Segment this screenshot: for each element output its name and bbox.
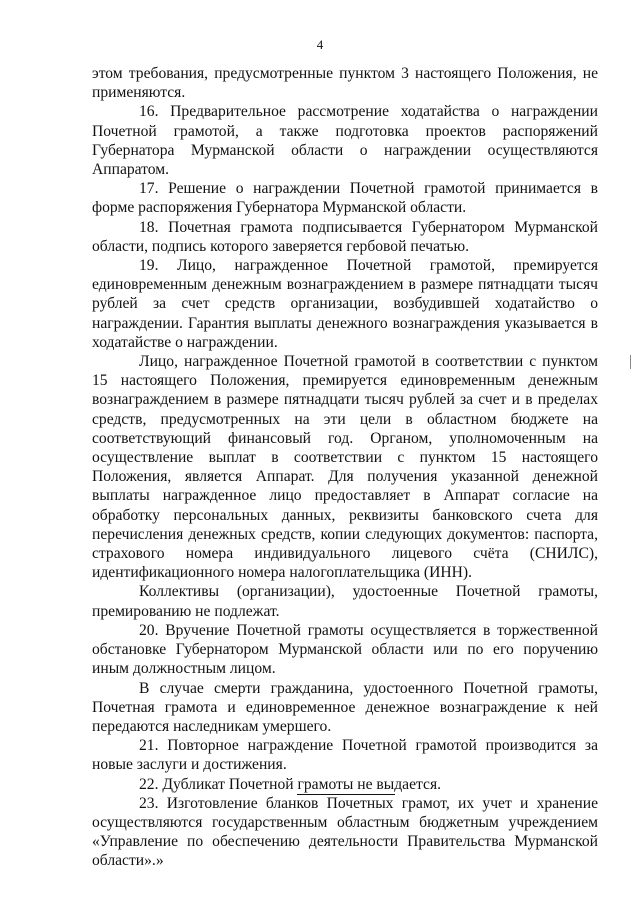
paragraph-16: 16. Предварительное рассмотрение ходатайства о награждении Почетной грамотой, а также подготовка проектов распоряжений Губернатора Мурманской области о награждении осуществляются Аппаратом.: [92, 103, 598, 179]
paragraph-22: 22. Дубликат Почетной грамоты не выдается.: [139, 775, 442, 793]
paragraph-20: 20. Вручение Почетной грамоты осуществляется в торжественной обстановке Губернатором Мурманской области или по его поручению иным должностным лицом.: [92, 621, 598, 678]
paragraph-23: 23. Изготовление бланков Почетных грамот, их учет и хранение осуществляются государственным областным бюджетным учреждением «Управление по обеспечению деятельности Правительства Мурманской области».»: [92, 794, 598, 870]
paragraph-21: 21. Повторное награждение Почетной грамотой производится за новые заслуги и достижения.: [92, 737, 598, 774]
paragraph-19-part-2: Лицо, награжденное Почетной грамотой в соответствии с пунктом 15 настоящего Положения, премируется единовременным денежным вознаграждением в размере пятнадцати тысяч рублей за счет и в пределах средств, предусмотренных на эти цели в областном бюджете на соответствующий финансовый год. Органом, уполномоченным на осуществление выплат в соответствии с пунктом 15 настоящего Положения, является Аппарат. Для получения указанной денежной выплаты награжденное лицо предоставляет в Аппарат согласие на обработку персональных данных, реквизиты банковского счета для перечисления денежных средств, копии следующих документов: паспорта, страхового номера индивидуального лицевого счёта (СНИЛС), идентификационного номера налогоплательщика (ИНН).: [92, 353, 598, 582]
document-body: [92, 64, 598, 871]
paragraph-17: 17. Решение о награждении Почетной грамотой принимается в форме распоряжения Губернатора Мурманской области.: [92, 180, 598, 217]
paragraph-19: 19. Лицо, награжденное Почетной грамотой, премируется единовременным денежным вознаграждением в размере пятнадцати тысяч рублей за счет средств организации, возбудившей ходатайство о награждении. Гарантия выплаты денежного вознаграждения указывается в ходатайстве о награждении.: [92, 257, 598, 351]
page-number: 4: [316, 37, 324, 52]
paragraph-18: 18. Почетная грамота подписывается Губернатором Мурманской области, подпись которого заверяется гербовой печатью.: [92, 218, 598, 255]
end-separator-line: [297, 794, 395, 795]
paragraph-continuation: этом требования, предусмотренные пунктом 3 настоящего Положения, не применяются.: [92, 65, 598, 102]
paragraph-19-part-3: Коллективы (организации), удостоенные Почетной грамоты, премированию не подлежат.: [92, 583, 598, 620]
paragraph-20-part-2: В случае смерти гражданина, удостоенного Почетной грамоты, Почетная грамота и единовременное денежное вознаграждение к ней передаются наследникам умершего.: [92, 679, 598, 735]
scan-edge-mark: [630, 355, 631, 369]
